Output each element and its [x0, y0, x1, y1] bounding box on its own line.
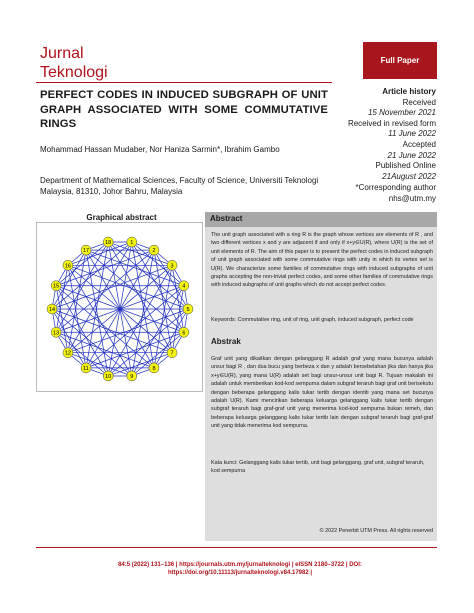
journal-name	[40, 44, 108, 82]
accepted-date: 21 June 2022	[387, 150, 436, 160]
published-date: 21August 2022	[382, 171, 436, 181]
graph-node-label: 17	[82, 248, 90, 255]
header-divider	[36, 82, 332, 83]
journal-name-line1: Jurnal	[40, 45, 84, 62]
corresponding-author	[296, 183, 436, 204]
graph-node-label: 4	[182, 283, 186, 290]
graph-node-label: 8	[152, 365, 156, 372]
received-label: Received	[402, 97, 436, 107]
authors: Mohammad Hassan Mudaber, Nor Haniza Sarmin*, Ibrahim Gambo	[40, 145, 280, 154]
corresponding-label: *Corresponding author	[355, 183, 436, 192]
graph-node-label: 1	[130, 240, 134, 247]
graph-node-label: 15	[53, 283, 60, 290]
graph-node-label: 11	[83, 365, 89, 372]
graph-node-label: 5	[186, 307, 190, 313]
footer-line2: https://doi.org/10.11113/jurnalteknologi.v84.17982 |	[167, 570, 313, 576]
footer-line1: 84:5 (2022) 131–136 | https://journals.utm.my/jurnalteknologi | eISSN 2180–3722 | DOI:	[118, 562, 362, 568]
graph-node-label: 18	[105, 240, 112, 247]
revised-date: 11 June 2022	[388, 129, 436, 139]
abstract-text: The unit graph associated with a ring R is the graph whose vertices are elements of R , and two different vertices x and y are adjacent if and only if x+y∈U(R), where U(R) is the set of unit elements of R. The aim of this paper is to present the perfect codes in induced subgraph of unit graph associated with some commutative rings with unity in which its vertex set is U(R). We characterize some families of commutative rings with induced subgraphs of unit graphs accepting the non-trivial perfect codes, and some other families of commutative rings with induced subgraphs of unit graphs which do not accept perfect codes.	[211, 232, 433, 289]
full-paper-badge: Full Paper	[363, 42, 437, 79]
keywords: Keywords: Commutative ring, unit of ring, unit graph, induced subgraph, perfect code	[211, 317, 414, 323]
graph-node-label: 6	[182, 330, 186, 337]
graph-node-label: 16	[64, 263, 71, 270]
graph-node-label: 7	[170, 350, 174, 357]
abstract-heading: Abstract	[205, 212, 437, 227]
revised-label: Received in revised form	[347, 118, 436, 128]
abstrak-text: Graf unit yang dikaitkan dengan gelanggang R adalah graf yang mana bucunya adalah unsur bagi R , dan dua bucu yang berbeza x dan y adalah bersebelahan jika dan hanya jika x+y∈U(R), yang mana U(R) adalah set bagi unsur-unsur unit bagi R. Tujuan makalah ini adalah untuk memberikan kod-kod sempurna dalam subgraf teraruh bagi graf unit berisekutu dengan beberapa gelanggang kalis tukar tertib dengan identiti yang mana set bucunya adalah U(R). Kami mencirikan beberapa keluarga gelanggang kalis tukar tertib dengan subgraf teraruh bagi graf-graf unit yang menerima kod-kod sempurna bukan remeh, dan beberapa keluarga gelanggang kalis tukar tertib lain dengan subgraf teraruh bagi graf-graf unit yang tidak menerima kod sempurna.	[211, 356, 433, 430]
graph-node-label: 12	[64, 350, 71, 357]
copyright: © 2022 Penerbit UTM Press. All rights reserved	[319, 528, 433, 534]
affiliation: Department of Mathematical Sciences, Faculty of Science, Universiti Teknologi Malaysia, 81310, Johor Bahru, Malaysia	[40, 176, 319, 196]
abstrak-heading: Abstrak	[211, 337, 241, 346]
graph-node-label: 3	[170, 263, 174, 270]
article-history	[316, 87, 436, 182]
article-history-heading: Article history	[382, 87, 436, 96]
graph-node-label: 13	[53, 330, 60, 337]
graphical-abstract-title: Graphical abstract	[86, 213, 157, 222]
graph-node-label: 10	[105, 373, 112, 380]
graph-node-label: 9	[130, 373, 134, 380]
published-label: Published Online	[375, 161, 436, 171]
graphical-abstract-figure	[36, 222, 203, 392]
graph-node-label: 14	[48, 307, 56, 313]
kata-kunci: Kata kunci: Gelanggang kalis tukar tertib, unit bagi gelanggang, graf unit, subgraf teraruh, kod sempurna	[211, 460, 425, 474]
footer	[60, 561, 420, 577]
journal-name-line2: Teknologi	[40, 64, 108, 81]
received-date: 15 November 2021	[367, 108, 436, 118]
footer-divider	[36, 547, 437, 548]
corresponding-email[interactable]: nhs@utm.my	[388, 193, 436, 203]
paper-title: PERFECT CODES IN INDUCED SUBGRAPH OF UNIT GRAPH ASSOCIATED WITH SOME COMMUTATIVE RINGS	[40, 89, 328, 130]
unit-graph-figure	[37, 223, 204, 393]
graph-node-label: 2	[152, 248, 156, 255]
accepted-label: Accepted	[402, 139, 436, 149]
graph-edges	[52, 242, 188, 376]
